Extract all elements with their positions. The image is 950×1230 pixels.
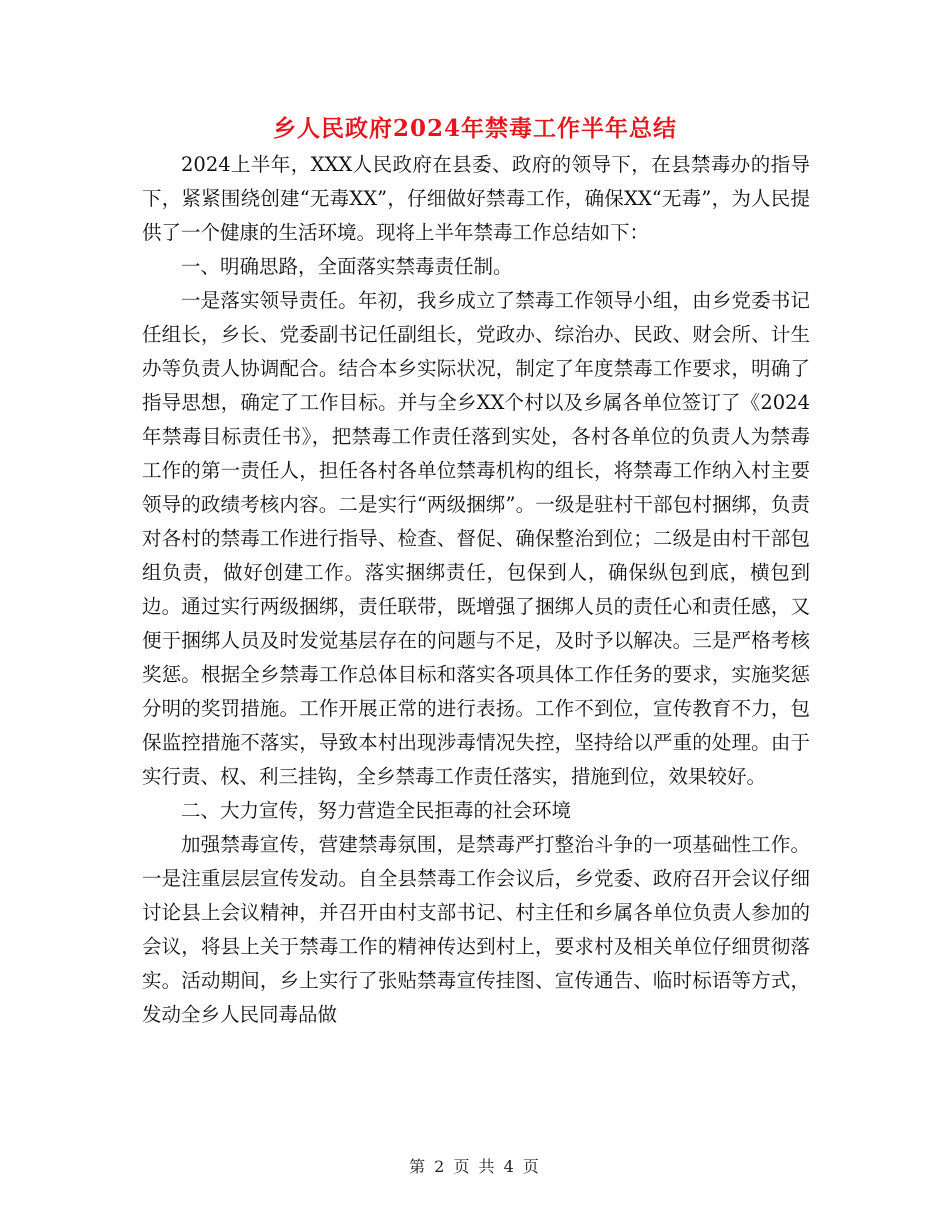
paragraph-publicity: 加强禁毒宣传，营建禁毒氛围，是禁毒严打整治斗争的一项基础性工作。一是注重层层宣传发动。自全县禁毒工作会议后，乡党委、政府召开会议仔细讨论县上会议精神，并召开由村支部书记、村主任和乡属各单位负责人参加的会议，将县上关于禁毒工作的精神传达到村上，要求村及相关单位仔细贯彻落实。活动期间，乡上实行了张贴禁毒宣传挂图、宣传通告、临时标语等方式，发动全乡人民同毒品做	[142, 833, 810, 1026]
page-number-footer: 第 2 页 共 4 页	[409, 1157, 541, 1176]
paragraph-responsibility: 一是落实领导责任。年初，我乡成立了禁毒工作领导小组，由乡党委书记任组长，乡长、党委副书记任副组长，党政办、综治办、民政、财会所、计生办等负责人协调配合。结合本乡实际状况，制定了年度禁毒工作要求，明确了指导思想，确定了工作目标。并与全乡XX个村以及乡属各单位签订了《2024年禁毒目标责任书》，把禁毒工作责任落到实处，各村各单位的负责人为禁毒工作的第一责任人，担任各村各单位禁毒机构的组长，将禁毒工作纳入村主要领导的政绩考核内容。二是实行“两级捆绑”。一级是驻村干部包村捆绑，负责对各村的禁毒工作进行指导、检查、督促、确保整治到位；二级是由村干部包组负责，做好创建工作。落实捆绑责任，包保到人，确保纵包到底，横包到边。通过实行两级捆绑，责任联带，既增强了捆绑人员的责任心和责任感，又便于捆绑人员及时发觉基层存在的问题与不足，及时予以解决。三是严格考核奖惩。根据全乡禁毒工作总体目标和落实各项具体工作任务的要求，实施奖惩分明的奖罚措施。工作开展正常的进行表扬。工作不到位，宣传教育不力，包保监控措施不落实，导致本村出现涉毒情况失控，坚持给以严重的处理。由于实行责、权、利三挂钩，全乡禁毒工作责任落实，措施到位，效果较好。	[142, 289, 810, 788]
paragraph-intro: 2024上半年，XXX人民政府在县委、政府的领导下，在县禁毒办的指导下，紧紧围绕创建“无毒XX”，仔细做好禁毒工作，确保XX“无毒”，为人民提供了一个健康的生活环境。现将上半年禁毒工作总结如下：	[142, 153, 810, 244]
section-heading-1: 一、明确思路，全面落实禁毒责任制。	[181, 255, 513, 278]
document-body	[142, 148, 810, 1032]
section-heading-2: 二、大力宣传，努力营造全民拒毒的社会环境	[181, 799, 572, 822]
document-title: 乡人民政府2024年禁毒工作半年总结	[272, 115, 677, 142]
